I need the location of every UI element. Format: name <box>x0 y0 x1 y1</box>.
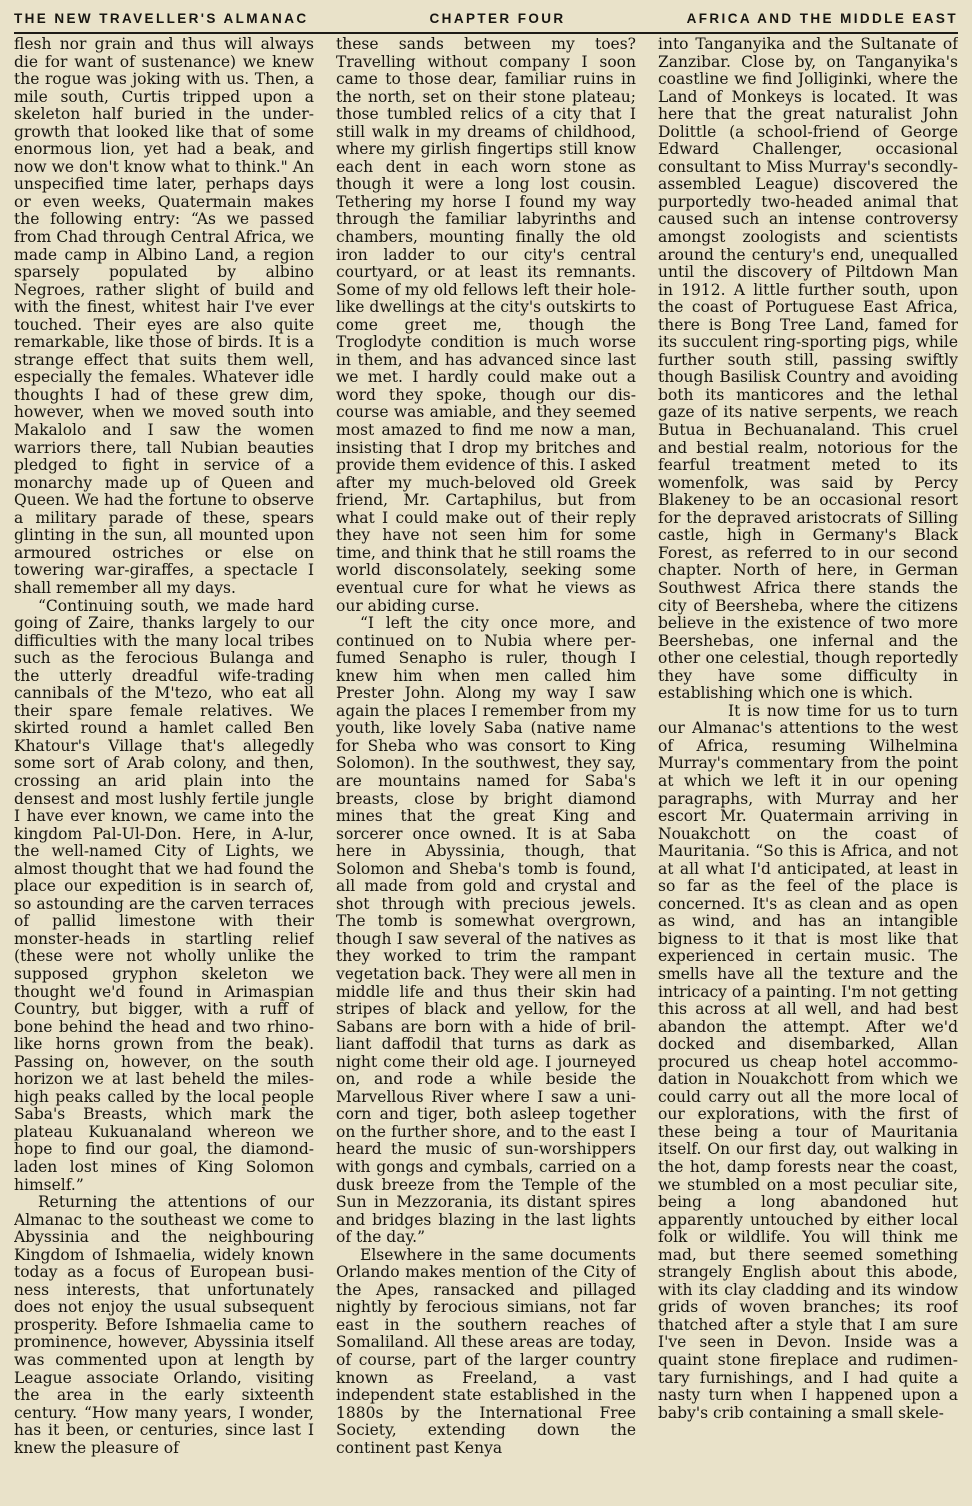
paragraph: “Continuing south, we made hard going of Zaire, thanks largely to our difficulties with the many local tribes such as the ferocious Bulanga and the utterly dreadful wife-trading cannibals of the M'tezo, who eat all their spare female relatives. We skirted round a hamlet called Ben Khatour's Village that's allegedly some sort of Arab colony, and then, crossing an arid plain into the densest and most lushly fertile jungle I have ever known, we came into the kingdom Pal-Ul-Don. Here, in A-lur, the well-named City of Lights, we almost thought that we had found the place our expedition is in search of, so astounding are the carven terraces of pallid limestone with their monster-heads in startling relief (these were not wholly unlike the supposed gryphon skeleton we thought we'd found in Arimaspian Country, but bigger, with a ruff of bone behind the head and two rhino-like horns grown from the beak). Passing on, however, on the south horizon we at last beheld the miles-high peaks called by the local people Saba's Breasts, which mark the plateau Kukuanaland whereon we hope to find our goal, the diamond-laden lost mines of King Solomon himself.” <box>14 596 314 1194</box>
running-header <box>14 4 958 34</box>
column-2 <box>336 36 636 1502</box>
paragraph: these sands between my toes? Travelling without company I soon came to those dear, familiar ruins in the north, set on their stone plateau; those tumbled relics of a city that I still walk in my dreams of childhood, where my girlish fingertips still know each dent in each worn stone as though it were a long lost cousin. Tethering my horse I found my way through the familiar labyrinths and chambers, mounting finally the old iron ladder to our city's central courtyard, or at least its remnants. Some of my old fellows left their hole-like dwellings at the city's outskirts to come greet me, though the Troglodyte condition is much worse in them, and has advanced since last we met. I hardly could make out a word they spoke, though our discourse was amiable, and they seemed most amazed to find me now a man, insisting that I drop my britches and provide them evidence of this. I asked after my much-beloved old Greek friend, Mr. Cartaphilus, but from what I could make out of their reply they have not seen him for some time, and think that he still roams the world disconsolately, seeking some eventual cure for what he views as our abiding curse. <box>336 36 636 615</box>
paragraph: It is now time for us to turn our Almanac's attentions to the west of Africa, resuming Wilhelmina Murray's commentary from the point at which we left it in our opening paragraphs, with Murray and her escort Mr. Quatermain arriving in Nouakchott on the coast of Mauritania. “So this is Africa, and not at all what I'd anticipated, at least in so far as the feel of the place is concerned. It's as clean and as open as wind, and has an intangible bigness to it that is most like that experienced in certain music. The smells have all the texture and the intricacy of a painting. I'm not getting this across at all well, and had best abandon the attempt. After we'd docked and disembarked, Allan procured us cheap hotel accommodation in Nouakchott from which we could carry out all the more local of our explorations, with the first of these being a tour of Mauritania itself. On our first day, out walking in the hot, damp forests near the coast, we stumbled on a most peculiar site, being a long abandoned hut apparently untouched by either local folk or wildlife. You will think me mad, but there seemed something strangely English about this abode, with its clay cladding and its window grids of woven branches; its roof thatched after a style that I am sure I've seen in Devon. Inside was a quaint stone fireplace and rudimentary furnishings, and I had quite a nasty turn when I happened upon a baby's crib containing a small skele- <box>658 701 958 1422</box>
header-section: AFRICA AND THE MIDDLE EAST <box>686 10 958 26</box>
paragraph: “I left the city once more, and continued on to Nubia where perfumed Senapho is ruler, though I knew him when men called him Prester John. Along my way I saw again the places I remember from my youth, like lovely Saba (native name for Sheba who was consort to King Solomon). In the southwest, they say, are mountains named for Saba's breasts, close by bright diamond mines that the great King and sorcerer once owned. It is at Saba here in Abyssinia, though, that Solomon and Sheba's tomb is found, all made from gold and crystal and shot through with precious jewels. The tomb is somewhat overgrown, though I saw several of the natives as they worked to trim the rampant vegetation back. They were all men in middle life and thus their skin had stripes of black and yellow, for the Sabans are born with a hide of brilliant daffodil that turns as dark as night come their old age. I journeyed on, and rode a while beside the Marvellous River where I saw a unicorn and tiger, both asleep together on the further shore, and to the east I heard the music of sun-worshippers with gongs and cymbals, carried on a dusk breeze from the Temple of the Sun in Mezzorania, its distant spires and bridges blazing in the last lights of the day.” <box>336 614 636 1247</box>
header-book-title: THE NEW TRAVELLER'S ALMANAC <box>14 10 309 26</box>
paragraph: Elsewhere in the same documents Orlando makes mention of the City of the Apes, ransacked and pillaged nightly by ferocious simians, not far east in the southern reaches of Somaliland. All these areas are today, of course, part of the larger country known as Freeland, a vast independent state established in the 1880s by the International Free Society, extending down the continent past Kenya <box>336 1245 636 1457</box>
header-chapter: CHAPTER FOUR <box>429 10 566 26</box>
paragraph: into Tanganyika and the Sultanate of Zanzibar. Close by, on Tanganyika's coastline we find Jolliginki, where the Land of Monkeys is located. It was here that the great naturalist John Dolittle (a school-friend of George Edward Challenger, occasional consultant to Miss Murray's secondly-assembled League) discovered the purportedly two-headed animal that caused such an intense controversy amongst zoologists and scientists around the century's end, unequalled until the discovery of Piltdown Man in 1912. A little further south, upon the coast of Portuguese East Africa, there is Bong Tree Land, famed for its succulent ring-sporting pigs, while further south still, passing swiftly though Basilisk Country and avoiding both its manticores and the lethal gaze of its native serpents, we reach Butua in Bechuanaland. This cruel and bestial realm, notorious for the fearful treatment meted to its womenfolk, was said by Percy Blakeney to be an occasional resort for the depraved aristocrats of Silling castle, high in Germany's Black Forest, as referred to in our second chapter. North of here, in German Southwest Africa there stands the city of Beersheba, where the citizens believe in the existence of two more Beershebas, one infernal and the other one celestial, though reportedly they have some difficulty in establishing which one is which. <box>658 36 958 703</box>
paragraph: Returning the attentions of our Almanac to the southeast we come to Abyssinia and the neighbouring Kingdom of Ishmaelia, widely known today as a focus of European business interests, that unfortunately does not enjoy the usual subsequent prosperity. Before Ishmaelia came to prominence, however, Abyssinia itself was commented upon at length by League associate Orlando, visiting the area in the early sixteenth century. “How many years, I wonder, has it been, or centuries, since last I knew the pleasure of <box>14 1193 314 1457</box>
column-1 <box>14 36 314 1502</box>
paragraph: flesh nor grain and thus will always die for want of sustenance) we knew the rogue was joking with us. Then, a mile south, Curtis tripped upon a skeleton half buried in the undergrowth that looked like that of some enormous lion, yet had a beak, and now we don't know what to think." An unspecified time later, perhaps days or even weeks, Quatermain makes the following entry: “As we passed from Chad through Central Africa, we made camp in Albino Land, a region sparsely populated by albino Negroes, rather slight of build and with the finest, whitest hair I've ever touched. Their eyes are also quite remarkable, like those of birds. It is a strange effect that suits them well, especially the females. Whatever idle thoughts I had of these grew dim, however, when we moved south into Makalolo and I saw the women warriors there, tall Nubian beauties pledged to fight in service of a monarchy made up of Queen and Queen. We had the fortune to observe a military parade of these, spears glinting in the sun, all mounted upon armoured ostriches or else on towering war-giraffes, a spectacle I shall remember all my days. <box>14 36 314 597</box>
column-3 <box>658 36 958 1502</box>
text-columns <box>14 36 958 1502</box>
